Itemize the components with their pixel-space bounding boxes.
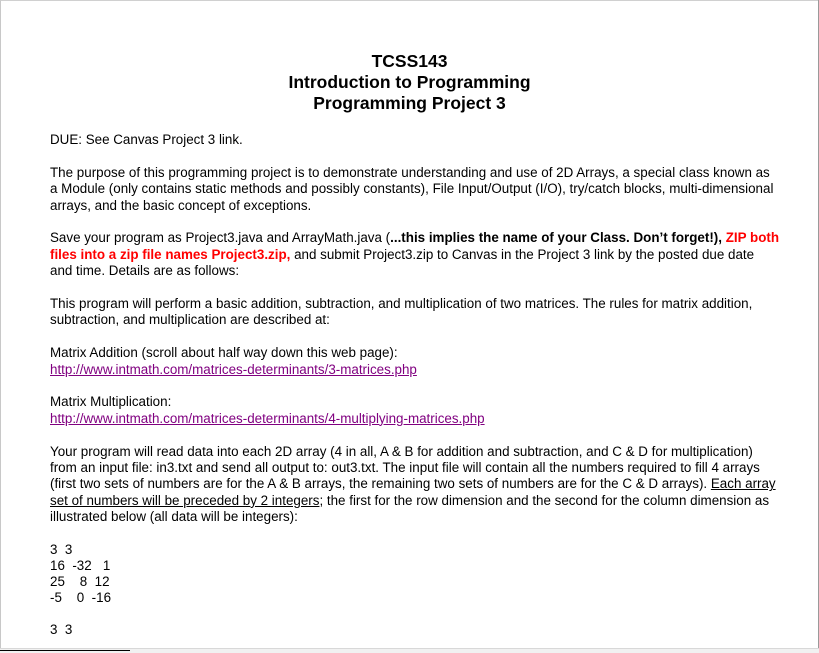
read-data-underlined: Each array set of numbers will be preceded by 2 integers — [50, 476, 776, 508]
read-data-text-end: ; the first for the row dimension and the second for the column dimension as illustrated below (all data will be integers): — [50, 492, 770, 525]
matrix-addition-block — [50, 345, 780, 378]
read-data-text: Your program will read data into each 2D array (4 in all, A & B for addition and subtraction, and C & D for multiplication) from an input file: in3.txt and send all output to: out3.txt. The input file will contain all the numbers required to fill 4 arrays (first two sets of numbers are for the A & B arrays, the remaining two sets of numbers are for the C & D arrays). — [50, 443, 760, 492]
due-paragraph: DUE: See Canvas Project 3 link. — [50, 132, 243, 147]
example-line: 3 3 — [50, 622, 73, 638]
example-line: -5 0 -16 — [50, 590, 112, 606]
course-title: Introduction to Programming — [288, 72, 531, 92]
matrix-addition-label: Matrix Addition (scroll about half way down this web page): — [50, 345, 398, 361]
read-data-paragraph — [50, 444, 780, 526]
matrix-multiplication-label: Matrix Multiplication: — [50, 394, 172, 410]
save-paragraph — [50, 230, 780, 279]
matrix-multiplication-block — [50, 394, 780, 427]
program-description: This program will perform a basic addition, subtraction, and multiplication of two matrices. The rules for matrix addition, subtraction, and multiplication are described at: — [50, 296, 753, 328]
save-text-end: and submit Project3.zip to Canvas in the Project 3 link by the posted due date and time. Details are as follows: — [50, 246, 755, 279]
scrollbar-thumb[interactable] — [0, 650, 130, 651]
example-line — [50, 606, 780, 622]
example-input — [50, 542, 780, 638]
example-line: 3 3 — [50, 542, 73, 558]
document-body — [50, 132, 780, 638]
save-text: Save your program as Project3.java and ArrayMath.java ( — [50, 230, 391, 246]
purpose-paragraph: The purpose of this programming project is to demonstrate understanding and use of 2D Arrays, a special class known as a Module (only contains static methods and possibly constants), File Input/Output (I/O), try/catch blocks, multi-dimensional arrays, and the basic concept of exceptions. — [50, 164, 774, 213]
matrix-multiplication-link[interactable]: http://www.intmath.com/matrices-determinants/4-multiplying-matrices.php — [50, 410, 485, 426]
project-title: Programming Project 3 — [313, 93, 506, 113]
title-block — [0, 51, 819, 114]
example-line: 25 8 12 — [50, 574, 110, 590]
zip-instruction: ZIP both files into a zip file names Project3.zip, — [50, 230, 780, 262]
save-bold-text: ...this implies the name of your Class. Don’t forget!), — [390, 230, 726, 246]
example-line: 16 -32 1 — [50, 558, 111, 574]
course-code: TCSS143 — [371, 51, 448, 71]
matrix-addition-link[interactable]: http://www.intmath.com/matrices-determinants/3-matrices.php — [50, 361, 417, 377]
